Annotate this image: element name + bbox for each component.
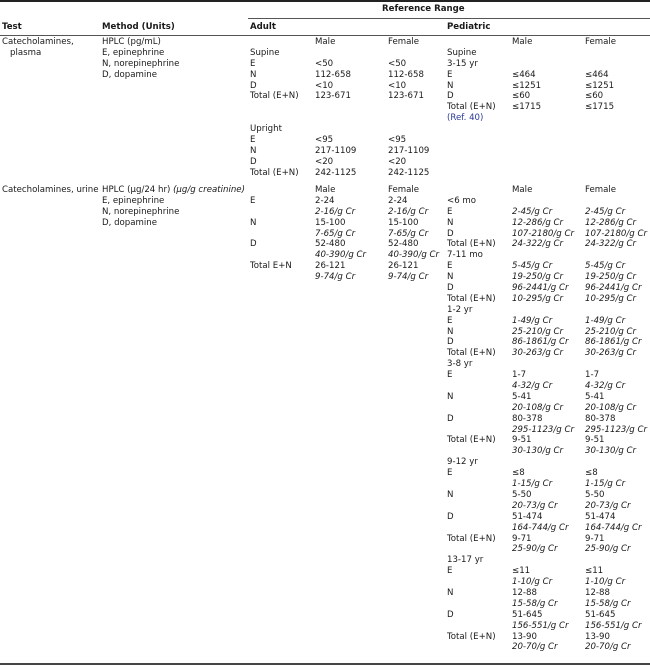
method-line: D, dopamine xyxy=(102,217,158,228)
female-value: <50 xyxy=(388,58,407,69)
male-value: 52-480 xyxy=(315,239,346,250)
female-value: 25-210/g Cr xyxy=(585,326,637,337)
table-row xyxy=(447,425,647,436)
female-value: 40-390/g Cr xyxy=(388,250,440,261)
test-name: Catecholamines, urine xyxy=(2,185,99,195)
male-value: 80-378 xyxy=(512,413,543,424)
female-value: 26-121 xyxy=(388,261,419,272)
column-header-test: Test xyxy=(2,22,22,32)
table-row xyxy=(447,294,647,305)
row-label: 13-17 yr xyxy=(447,555,484,566)
row-label: D xyxy=(447,511,454,522)
male-value: 30-263/g Cr xyxy=(512,348,564,359)
male-value: <20 xyxy=(315,156,334,167)
female-value: 12-88 xyxy=(585,587,610,598)
male-value: 10-295/g Cr xyxy=(512,293,564,304)
female-value: 1-15/g Cr xyxy=(585,479,626,490)
row-label: E xyxy=(250,135,256,146)
female-value: ≤1251 xyxy=(585,80,615,91)
male-value: 5-45/g Cr xyxy=(512,261,553,272)
method-line: E, epinephrine xyxy=(102,47,165,58)
sex-header-row xyxy=(250,37,450,48)
table-row xyxy=(250,124,450,135)
test-name: Catecholamines, xyxy=(2,37,74,47)
table-row xyxy=(447,70,647,81)
row-label: N xyxy=(447,272,454,283)
male-value: 123-671 xyxy=(315,91,351,102)
female-value: 9-51 xyxy=(585,435,605,446)
row-label: Supine xyxy=(447,47,477,58)
male-value: 9-71 xyxy=(512,533,532,544)
male-value: 19-250/g Cr xyxy=(512,272,564,283)
table-row xyxy=(447,642,647,653)
table-row xyxy=(447,414,647,425)
row-label: Total (E+N) xyxy=(250,91,299,102)
female-value: <10 xyxy=(388,80,407,91)
row-label: D xyxy=(250,239,257,250)
male-value: 15-100 xyxy=(315,217,346,228)
female-value: Female xyxy=(388,185,420,195)
female-value: 20-70/g Cr xyxy=(585,642,631,653)
female-value: ≤8 xyxy=(585,468,598,479)
table-row xyxy=(250,229,450,240)
row-label: N xyxy=(447,80,454,91)
male-value: 2-45/g Cr xyxy=(512,206,553,217)
male-value: 217-1109 xyxy=(315,145,357,156)
method-units-alt: (µg/g creatinine) xyxy=(173,185,245,195)
row-label: N xyxy=(447,391,454,402)
male-value: 295-1123/g Cr xyxy=(512,424,574,435)
female-value: 107-2180/g Cr xyxy=(585,228,647,239)
row-label: 7-11 mo xyxy=(447,250,483,261)
male-value: <95 xyxy=(315,135,334,146)
table-row xyxy=(447,196,647,207)
row-label: E xyxy=(447,566,453,577)
row-label: E xyxy=(447,315,453,326)
sex-header-row xyxy=(250,185,450,196)
plasma-method-cell xyxy=(102,37,179,81)
row-label: N xyxy=(447,326,454,337)
male-value: Male xyxy=(512,37,533,47)
male-value: Male xyxy=(315,185,336,195)
row-label: Supine xyxy=(250,47,280,58)
female-value: 80-378 xyxy=(585,413,616,424)
row-label: Total (E+N) xyxy=(250,167,299,178)
table-row xyxy=(447,468,647,479)
row-label: D xyxy=(250,156,257,167)
female-value: 24-322/g Cr xyxy=(585,239,637,250)
row-label: E xyxy=(447,370,453,381)
row-label: D xyxy=(250,80,257,91)
method-line: HPLC (pg/mL) xyxy=(102,37,161,47)
male-value: 12-88 xyxy=(512,587,537,598)
female-value: 30-130/g Cr xyxy=(585,446,637,457)
table-row xyxy=(447,381,647,392)
female-value: 5-45/g Cr xyxy=(585,261,626,272)
female-value: 52-480 xyxy=(388,239,419,250)
row-label: 1-2 yr xyxy=(447,304,473,315)
method-line: E, epinephrine xyxy=(102,195,165,206)
row-label: E xyxy=(447,468,453,479)
method-line: N, norepinephrine xyxy=(102,206,180,217)
table-row xyxy=(447,239,647,250)
male-value: Male xyxy=(512,185,533,195)
female-value: 1-10/g Cr xyxy=(585,577,626,588)
female-value: 9-74/g Cr xyxy=(388,272,429,283)
plasma-adult-cell xyxy=(250,37,453,179)
urine-method-cell xyxy=(102,185,245,229)
row-label: Total (E+N) xyxy=(447,435,496,446)
reference-link[interactable]: (Ref. 40) xyxy=(447,113,484,124)
sex-header-row xyxy=(447,37,647,48)
row-label: E xyxy=(447,261,453,272)
column-header-method: Method (Units) xyxy=(102,22,175,32)
table-row xyxy=(250,113,450,124)
table-row xyxy=(250,135,450,146)
row-label: N xyxy=(250,217,257,228)
female-value: 51-645 xyxy=(585,609,616,620)
table-row xyxy=(447,283,647,294)
table-row xyxy=(447,479,647,490)
female-value: 20-108/g Cr xyxy=(585,402,637,413)
male-value: <10 xyxy=(315,80,334,91)
female-value: 164-744/g Cr xyxy=(585,522,642,533)
male-value: 1-10/g Cr xyxy=(512,577,553,588)
column-header-pediatric: Pediatric xyxy=(447,22,491,32)
female-value: <20 xyxy=(388,156,407,167)
female-value: 86-1861/g Cr xyxy=(585,337,642,348)
male-value: 164-744/g Cr xyxy=(512,522,569,533)
row-label: 3-8 yr xyxy=(447,359,473,370)
table-row xyxy=(447,501,647,512)
female-value: 10-295/g Cr xyxy=(585,293,637,304)
table-row xyxy=(250,69,453,81)
row-label: N xyxy=(250,145,257,156)
male-value: 5-41 xyxy=(512,391,532,402)
table-row xyxy=(447,250,647,261)
female-value: 15-100 xyxy=(388,217,419,228)
female-value: <95 xyxy=(388,135,407,146)
male-value: 1-15/g Cr xyxy=(512,479,553,490)
row-label: Total (E+N) xyxy=(447,533,496,544)
table-row xyxy=(447,229,647,240)
female-value: Female xyxy=(585,185,617,195)
male-value: 40-390/g Cr xyxy=(315,250,367,261)
table-row xyxy=(250,261,453,272)
male-value: 156-551/g Cr xyxy=(512,620,569,631)
male-value: 1-49/g Cr xyxy=(512,315,553,326)
table-row xyxy=(447,544,647,555)
female-value: 13-90 xyxy=(585,631,610,642)
table-row xyxy=(250,196,450,207)
row-label: E xyxy=(250,195,256,206)
table-row xyxy=(250,206,453,218)
table-row xyxy=(250,272,450,283)
male-value: 112-658 xyxy=(315,69,351,80)
row-label: D xyxy=(447,91,454,102)
table-row xyxy=(447,512,647,523)
female-value: 96-2441/g Cr xyxy=(585,283,642,294)
table-row xyxy=(250,239,450,250)
table-row xyxy=(250,48,450,59)
female-value: ≤11 xyxy=(585,566,604,577)
table-row xyxy=(447,435,647,446)
female-value: 112-658 xyxy=(388,69,424,80)
table-row xyxy=(447,446,647,457)
female-value: 2-45/g Cr xyxy=(585,206,626,217)
table-row xyxy=(447,272,647,283)
method-line: D, dopamine xyxy=(102,69,158,80)
table-row xyxy=(447,48,647,59)
row-label: <6 mo xyxy=(447,195,477,206)
test-name-cont: plasma xyxy=(10,47,42,58)
table-row xyxy=(447,632,647,643)
table-row xyxy=(447,81,647,92)
table-row xyxy=(250,81,450,92)
male-value: 26-121 xyxy=(315,261,346,272)
table-row xyxy=(447,370,647,381)
table-row xyxy=(447,305,647,316)
male-value: 9-51 xyxy=(512,435,532,446)
table-row xyxy=(447,359,647,370)
male-value: 25-210/g Cr xyxy=(512,326,564,337)
table-row xyxy=(250,91,450,102)
female-value: Female xyxy=(388,37,420,47)
table-row xyxy=(447,403,647,414)
table-row xyxy=(447,555,647,566)
male-value: 5-50 xyxy=(512,489,532,500)
urine-pediatric-cell xyxy=(447,185,647,653)
female-value: 156-551/g Cr xyxy=(585,620,642,631)
male-value: 242-1125 xyxy=(315,167,357,178)
table-row xyxy=(447,523,647,534)
female-value: 51-474 xyxy=(585,511,616,522)
female-value: 15-58/g Cr xyxy=(585,598,631,609)
male-value: ≤1251 xyxy=(512,80,542,91)
female-value: 217-1109 xyxy=(388,145,430,156)
male-value: 4-32/g Cr xyxy=(512,381,553,392)
female-value: 295-1123/g Cr xyxy=(585,424,647,435)
table-bottom-rule xyxy=(0,663,650,665)
row-label: D xyxy=(447,337,454,348)
table-top-rule xyxy=(0,0,650,2)
female-value: 5-50 xyxy=(585,489,605,500)
row-label: Total (E+N) xyxy=(447,239,496,250)
female-value: 1-49/g Cr xyxy=(585,315,626,326)
row-label: D xyxy=(447,228,454,239)
female-value: 123-671 xyxy=(388,91,424,102)
row-label: N xyxy=(447,217,454,228)
table-row xyxy=(250,168,450,179)
reference-range-rule xyxy=(248,18,650,19)
male-value: 1-7 xyxy=(512,370,527,381)
plasma-test-cell xyxy=(2,37,74,59)
male-value: ≤11 xyxy=(512,566,531,577)
male-value: 9-74/g Cr xyxy=(315,272,356,283)
table-row xyxy=(250,157,450,168)
row-label: Total (E+N) xyxy=(447,102,496,113)
table-row xyxy=(447,577,647,588)
row-label: E xyxy=(250,58,256,69)
row-label: N xyxy=(447,489,454,500)
row-label: D xyxy=(447,609,454,620)
female-value: 2-16/g Cr xyxy=(388,206,429,217)
table-row xyxy=(447,392,647,403)
male-value: ≤60 xyxy=(512,91,531,102)
female-value: 1-7 xyxy=(585,370,600,381)
row-label: E xyxy=(447,206,453,217)
row-label: 9-12 yr xyxy=(447,457,478,468)
male-value: 96-2441/g Cr xyxy=(512,283,569,294)
female-value: 4-32/g Cr xyxy=(585,381,626,392)
male-value: 30-130/g Cr xyxy=(512,446,564,457)
reference-range-heading: Reference Range xyxy=(382,4,465,14)
female-value: ≤60 xyxy=(585,91,604,102)
table-row xyxy=(447,218,647,229)
sex-header-row xyxy=(447,185,647,196)
table-row xyxy=(447,588,647,599)
male-value: 13-90 xyxy=(512,631,537,642)
table-row xyxy=(447,327,647,338)
female-value: 20-73/g Cr xyxy=(585,500,631,511)
female-value: 25-90/g Cr xyxy=(585,544,631,555)
header-rule xyxy=(0,35,650,36)
table-row xyxy=(447,566,647,577)
table-row xyxy=(447,348,647,359)
female-value: 9-71 xyxy=(585,533,605,544)
male-value: 20-70/g Cr xyxy=(512,642,558,653)
female-value: 242-1125 xyxy=(388,167,430,178)
row-label: Total E+N xyxy=(250,261,292,272)
method-units: HPLC (µg/24 hr) xyxy=(102,185,174,195)
male-value: 51-474 xyxy=(512,511,543,522)
table-row xyxy=(447,599,647,610)
female-value: ≤1715 xyxy=(585,102,615,113)
female-value: 7-65/g Cr xyxy=(388,228,429,239)
table-row xyxy=(447,59,647,70)
male-value: 2-16/g Cr xyxy=(315,206,356,217)
male-value: 15-58/g Cr xyxy=(512,598,558,609)
table-row xyxy=(447,621,647,632)
table-row xyxy=(447,490,647,501)
row-label: D xyxy=(447,283,454,294)
male-value: 107-2180/g Cr xyxy=(512,228,574,239)
row-label: D xyxy=(447,413,454,424)
male-value: ≤464 xyxy=(512,69,536,80)
female-value: 5-41 xyxy=(585,391,605,402)
male-value: 20-73/g Cr xyxy=(512,500,558,511)
table-row xyxy=(447,337,647,348)
table-row xyxy=(447,534,647,545)
female-value: 2-24 xyxy=(388,195,408,206)
table-row xyxy=(447,102,647,113)
male-value: 25-90/g Cr xyxy=(512,544,558,555)
row-label: Total (E+N) xyxy=(447,631,496,642)
method-line: N, norepinephrine xyxy=(102,58,180,69)
table-row xyxy=(447,316,647,327)
male-value: 51-645 xyxy=(512,609,543,620)
male-value: 2-24 xyxy=(315,195,335,206)
male-value: 20-108/g Cr xyxy=(512,402,564,413)
male-value: 12-286/g Cr xyxy=(512,217,564,228)
row-label: N xyxy=(447,587,454,598)
male-value: Male xyxy=(315,37,336,47)
row-label: Total (E+N) xyxy=(447,348,496,359)
female-value: 19-250/g Cr xyxy=(585,272,637,283)
female-value: ≤464 xyxy=(585,69,609,80)
male-value: 24-322/g Cr xyxy=(512,239,564,250)
plasma-pediatric-cell xyxy=(447,37,647,124)
female-value: 30-263/g Cr xyxy=(585,348,637,359)
table-row xyxy=(447,610,647,621)
urine-test-cell xyxy=(2,185,99,196)
row-label: Total (E+N) xyxy=(447,293,496,304)
method-line xyxy=(102,185,245,196)
table-row xyxy=(250,146,450,157)
male-value: 7-65/g Cr xyxy=(315,228,356,239)
urine-adult-cell xyxy=(250,185,453,283)
table-row xyxy=(250,102,450,113)
female-value: 12-286/g Cr xyxy=(585,217,637,228)
male-value: ≤1715 xyxy=(512,102,542,113)
male-value: 86-1861/g Cr xyxy=(512,337,569,348)
table-row xyxy=(250,250,450,261)
table-row xyxy=(447,91,647,102)
row-label: E xyxy=(447,69,453,80)
row-label: Upright xyxy=(250,124,282,135)
column-header-adult: Adult xyxy=(250,22,276,32)
row-label: 3-15 yr xyxy=(447,58,478,69)
table-row xyxy=(250,218,450,229)
female-value: Female xyxy=(585,37,617,47)
table-row xyxy=(447,207,647,218)
male-value: ≤8 xyxy=(512,468,525,479)
table-row xyxy=(250,59,450,70)
table-row xyxy=(447,261,647,272)
table-row xyxy=(447,457,647,468)
male-value: <50 xyxy=(315,58,334,69)
row-label: N xyxy=(250,69,257,80)
